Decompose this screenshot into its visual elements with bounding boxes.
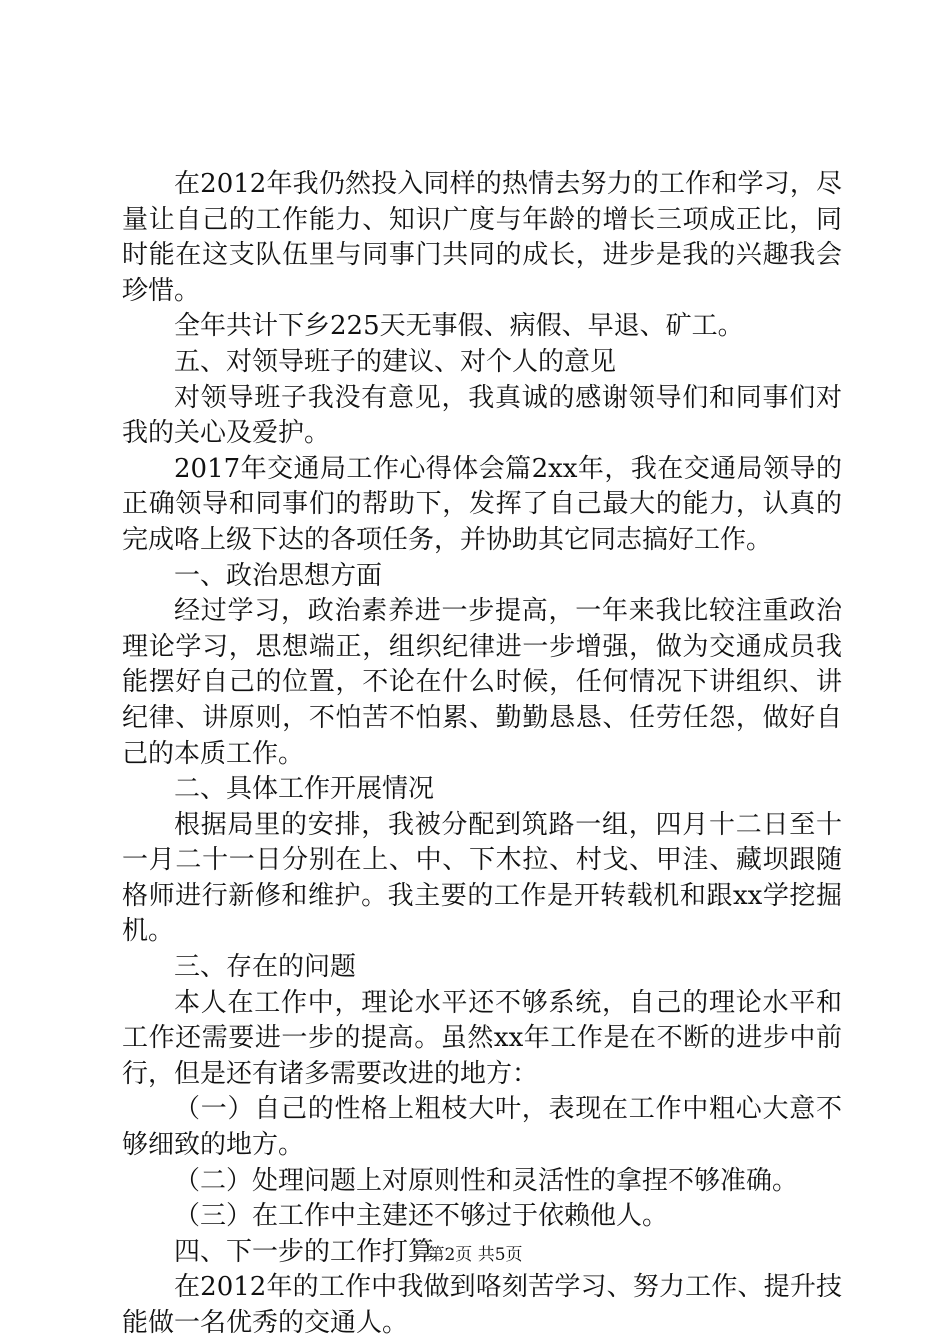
paragraph-7: 本人在工作中，理论水平还不够系统，自己的理论水平和工作还需要进一步的提高。虽然xx年工作是在不断的进步中前行，但是还有诸多需要改进的地方： [122,987,842,1089]
section-heading-4: 四、下一步的工作打算 [174,1236,435,1267]
page-number-footer: 第2页 共5页 [427,1245,523,1265]
section-heading-2: 二、具体工作开展情况 [174,774,435,805]
list-item-2: （二）处理问题上对原则性和灵活性的拿捏不够准确。 [174,1165,799,1196]
paragraph-2: 全年共计下乡225天无事假、病假、早退、矿工。 [174,311,744,342]
paragraph-4: 2017年交通局工作心得体会篇2xx年，我在交通局领导的正确领导和同事们的帮助下，发挥了自己最大的能力，认真的完成咯上级下达的各项任务，并协助其它同志搞好工作。 [122,453,842,555]
section-heading-5: 五、对领导班子的建议、对个人的意见 [174,346,617,377]
paragraph-8: 在2012年的工作中我做到咯刻苦学习、努力工作、提升技能做一名优秀的交通人。 [122,1272,842,1338]
paragraph-5: 经过学习，政治素养进一步提高，一年来我比较注重政治理论学习，思想端正，组织纪律进一步增强，做为交通成员我能摆好自己的位置，不论在什么时候，任何情况下讲组织、讲纪律、讲原则，不怕苦不怕累、勤勤恳恳、任劳任怨，做好自己的本质工作。 [122,596,842,769]
paragraph-1: 在2012年我仍然投入同样的热情去努力的工作和学习，尽量让自己的工作能力、知识广度与年龄的增长三项成正比，同时能在这支队伍里与同事门共同的成长，进步是我的兴趣我会珍惜。 [122,169,842,306]
list-item-3: （三）在工作中主建还不够过于依赖他人。 [174,1201,669,1232]
section-heading-1: 一、政治思想方面 [174,560,383,591]
section-heading-3: 三、存在的问题 [174,952,357,983]
paragraph-3: 对领导班子我没有意见，我真诚的感谢领导们和同事们对我的关心及爱护。 [122,382,842,449]
list-item-1: （一）自己的性格上粗枝大叶，表现在工作中粗心大意不够细致的地方。 [122,1094,842,1161]
document-body [122,167,842,1342]
paragraph-6: 根据局里的安排，我被分配到筑路一组，四月十二日至十一月二十一日分别在上、中、下木拉、村戈、甲洼、藏坝跟随格师进行新修和维护。我主要的工作是开转载机和跟xx学挖掘机。 [122,809,842,947]
